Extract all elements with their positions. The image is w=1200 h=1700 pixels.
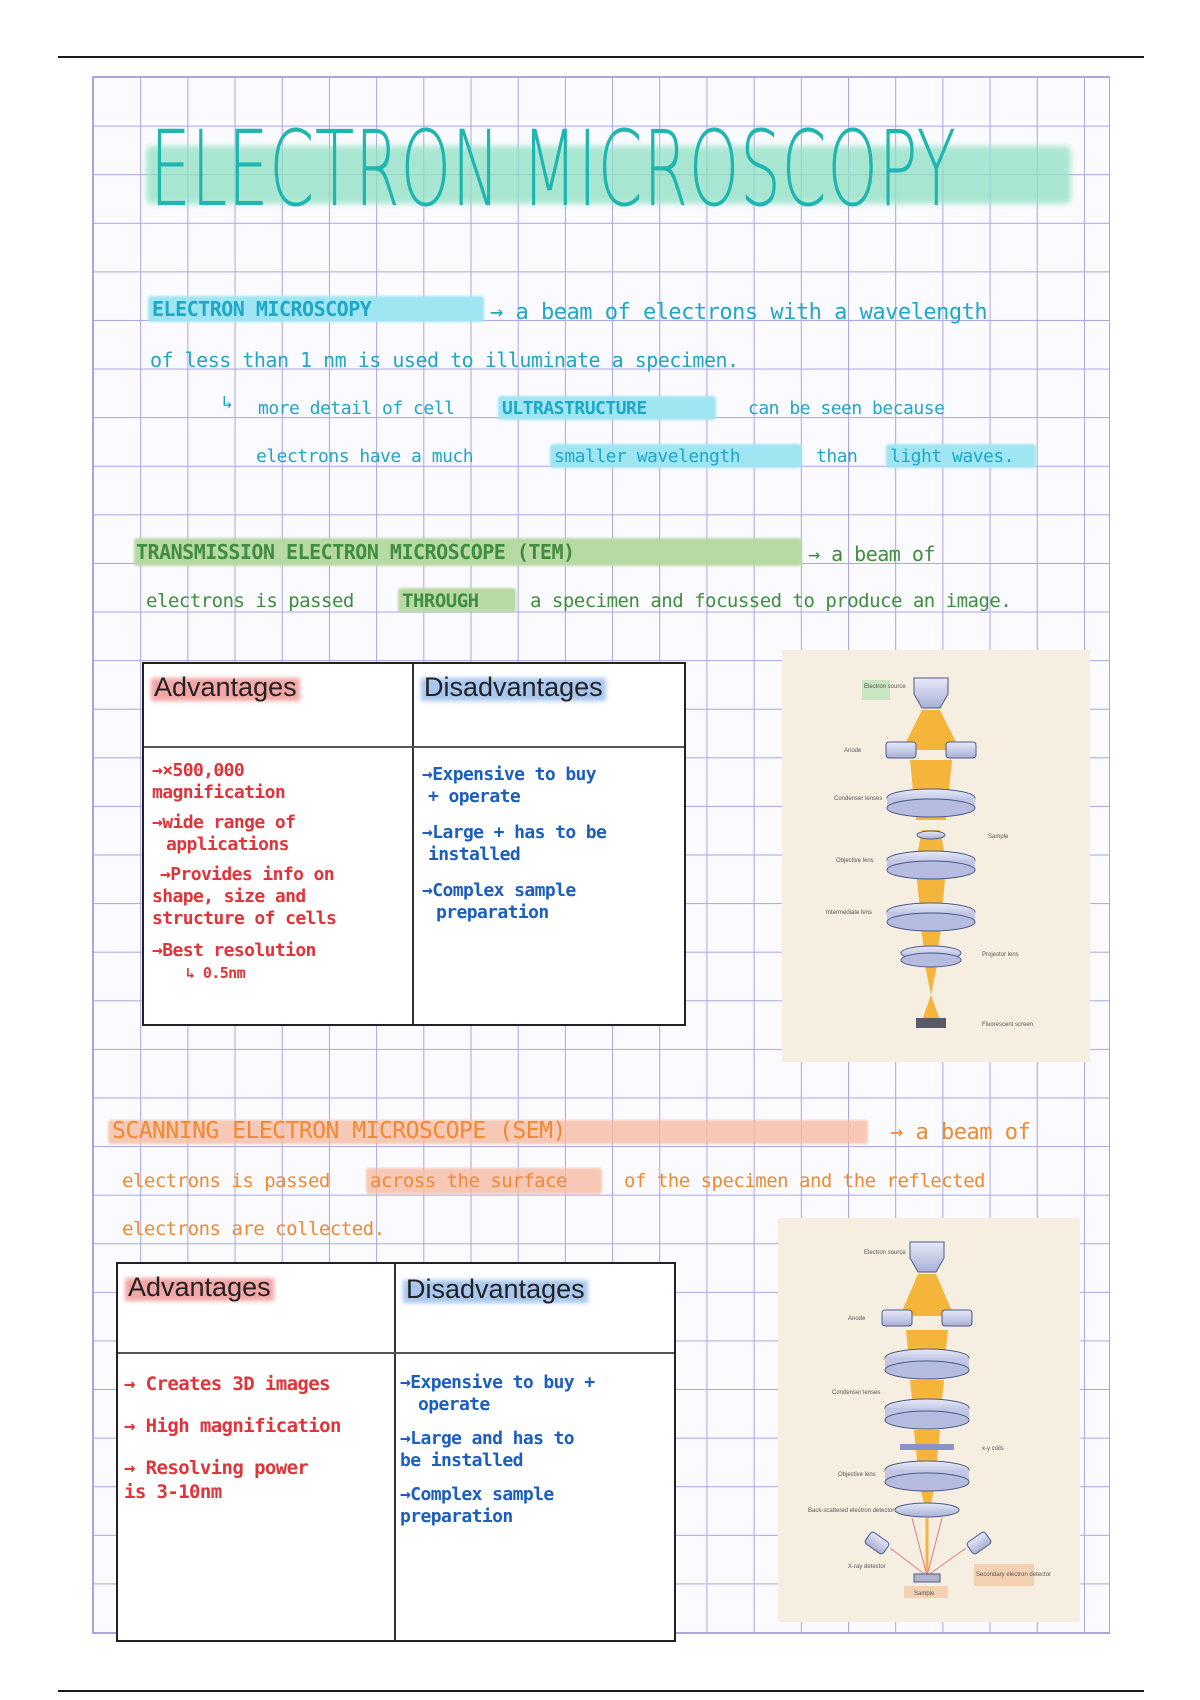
sem-line3: electrons are collected. [122, 1218, 385, 1240]
smaller-wavelength: smaller wavelength [554, 446, 741, 467]
sem-line1: → a beam of [890, 1120, 1031, 1145]
sem-dis-2-1: preparation [400, 1506, 513, 1527]
sem-label-anode: Anode [848, 1316, 866, 1322]
sem-condenser-lens-2-base [885, 1411, 969, 1429]
sem-label-xray: X-ray detector [848, 1564, 886, 1570]
tem-dis-2-1: preparation [436, 902, 549, 923]
tem-fluorescent-screen [916, 1018, 946, 1028]
intro-line4b: than [816, 446, 858, 467]
sem-backscatter-detector [895, 1503, 959, 1517]
tem-label-condenser: Condenser lenses [834, 796, 883, 802]
tem-label-objective: Objective lens [836, 858, 874, 864]
tem-adv-2-2: structure of cells [152, 908, 337, 929]
tem-disadvantages-list [422, 764, 606, 924]
tem-table-header-divider [144, 746, 684, 748]
through-term: THROUGH [402, 590, 479, 612]
sem-dis-2-0: →Complex sample [400, 1484, 554, 1505]
tem-advantages-list [152, 760, 336, 984]
tem-label-sample: Sample [988, 834, 1009, 840]
sem-adv-2-1: is 3-10nm [124, 1481, 222, 1503]
tem-adv-2-1: shape, size and [152, 886, 306, 907]
sem-objective-lens-base [885, 1473, 969, 1491]
tem-term: TRANSMISSION ELECTRON MICROSCOPE (TEM) [136, 540, 575, 564]
tem-adv-3-1: ↳ 0.5nm [186, 964, 246, 982]
sem-label-objective: Objective lens [838, 1472, 876, 1478]
sem-anode-left [882, 1310, 912, 1326]
intro-line3a: more detail of cell [258, 398, 455, 419]
sem-label-secondary: Secondary electron detector [976, 1572, 1052, 1578]
sem-table-header-divider [118, 1352, 674, 1354]
sem-dis-0-0: →Expensive to buy + [400, 1372, 595, 1393]
tem-diagram [782, 650, 1090, 1062]
sem-advantages-list [124, 1372, 341, 1504]
intro-line4a: electrons have a much [256, 446, 474, 467]
across-surface: across the surface [370, 1170, 567, 1192]
sem-dis-0-1: operate [418, 1394, 490, 1415]
tem-table-column-divider [412, 664, 414, 1024]
tem-label-projector: Projector lens [982, 952, 1019, 958]
sem-label-sample: Sample [914, 1591, 935, 1597]
tem-source-label-bg [862, 680, 890, 700]
sem-term: SCANNING ELECTRON MICROSCOPE (SEM) [112, 1118, 566, 1144]
sem-disadvantages-list [400, 1372, 595, 1528]
tem-projector-lens-base [901, 953, 961, 967]
tem-objective-lens-base [887, 861, 975, 879]
sem-label-source: Electron source [864, 1250, 906, 1256]
tem-line2b: a specimen and focussed to produce an image. [530, 590, 1012, 612]
sem-table-column-divider [394, 1264, 396, 1640]
tem-label-anode: Anode [844, 748, 862, 754]
sub-arrow: ↳ [222, 392, 233, 413]
tem-line2a: electrons is passed [146, 590, 354, 612]
sem-sample [914, 1574, 940, 1582]
tem-dis-1-0: →Large + has to be [422, 822, 607, 843]
tem-adv-0-0: →×500,000 [152, 760, 245, 781]
sem-diagram [778, 1218, 1080, 1622]
sem-secondary-detector [966, 1531, 992, 1555]
tem-beam-7 [922, 995, 940, 1020]
sem-dis-1-0: →Large and has to [400, 1428, 575, 1449]
sem-label-coils: x-y coils [982, 1446, 1004, 1452]
sem-xray-detector [864, 1531, 890, 1555]
tem-label-source: Electron source [864, 684, 906, 690]
tem-label-intermediate: Intermediate lens [826, 910, 873, 916]
sem-condenser-lens-1-base [885, 1361, 969, 1379]
sem-adv-2-0: → Resolving power [124, 1457, 309, 1479]
tem-table [142, 662, 686, 1026]
intro-line3b: can be seen because [748, 398, 945, 419]
sem-advantages-header: Advantages [128, 1272, 271, 1303]
sem-ray-3 [912, 1518, 927, 1576]
tem-adv-2-0: →Provides info on [160, 864, 335, 885]
sem-dis-1-1: be installed [400, 1450, 523, 1471]
light-waves: light waves. [890, 446, 1015, 467]
tem-adv-1-1: applications [166, 834, 289, 855]
sem-adv-0-0: → Creates 3D images [124, 1373, 330, 1395]
tem-diagram-svg [782, 650, 1090, 1062]
intro-line1: → a beam of electrons with a wavelength [490, 300, 988, 325]
sem-electron-source [910, 1242, 944, 1272]
tem-adv-0-1: magnification [152, 782, 286, 803]
bottom-rule [58, 1690, 1144, 1692]
sem-line2b: of the specimen and the reflected [624, 1170, 985, 1192]
sem-table [116, 1262, 676, 1642]
sem-line2a: electrons is passed [122, 1170, 330, 1192]
tem-dis-0-1: + operate [428, 786, 521, 807]
ultrastructure-term: ULTRASTRUCTURE [502, 398, 647, 419]
tem-advantages-header: Advantages [154, 672, 297, 703]
page-title: ELECTRON MICROSCOPY [150, 108, 957, 230]
sem-adv-1-0: → High magnification [124, 1415, 341, 1437]
tem-electron-source [914, 678, 948, 708]
tem-dis-0-0: →Expensive to buy [422, 764, 597, 785]
tem-condenser-lens-1-base [887, 799, 975, 817]
sem-xy-coils [900, 1444, 954, 1450]
top-rule [58, 56, 1144, 58]
sem-label-backscatter: Back-scattered electron detector [808, 1508, 895, 1514]
tem-dis-1-1: installed [428, 844, 521, 865]
tem-anode-right [946, 742, 976, 758]
tem-sample [917, 831, 945, 839]
sem-diagram-svg [778, 1218, 1080, 1622]
tem-adv-3-0: →Best resolution [152, 940, 316, 961]
tem-line1: → a beam of [808, 542, 935, 566]
sem-disadvantages-header: Disadvantages [406, 1274, 585, 1305]
tem-intermediate-lens-base [887, 913, 975, 931]
sem-label-condenser: Condenser lenses [832, 1390, 881, 1396]
tem-dis-2-0: →Complex sample [422, 880, 576, 901]
tem-adv-1-0: →wide range of [152, 812, 296, 833]
tem-disadvantages-header: Disadvantages [424, 672, 603, 703]
tem-anode-left [886, 742, 916, 758]
sem-anode-right [942, 1310, 972, 1326]
tem-label-screen: Fluorescent screen [982, 1022, 1034, 1028]
sem-ray-1 [890, 1548, 927, 1576]
intro-line2: of less than 1 nm is used to illuminate a specimen. [150, 348, 739, 372]
electron-microscopy-term: ELECTRON MICROSCOPY [152, 297, 372, 321]
